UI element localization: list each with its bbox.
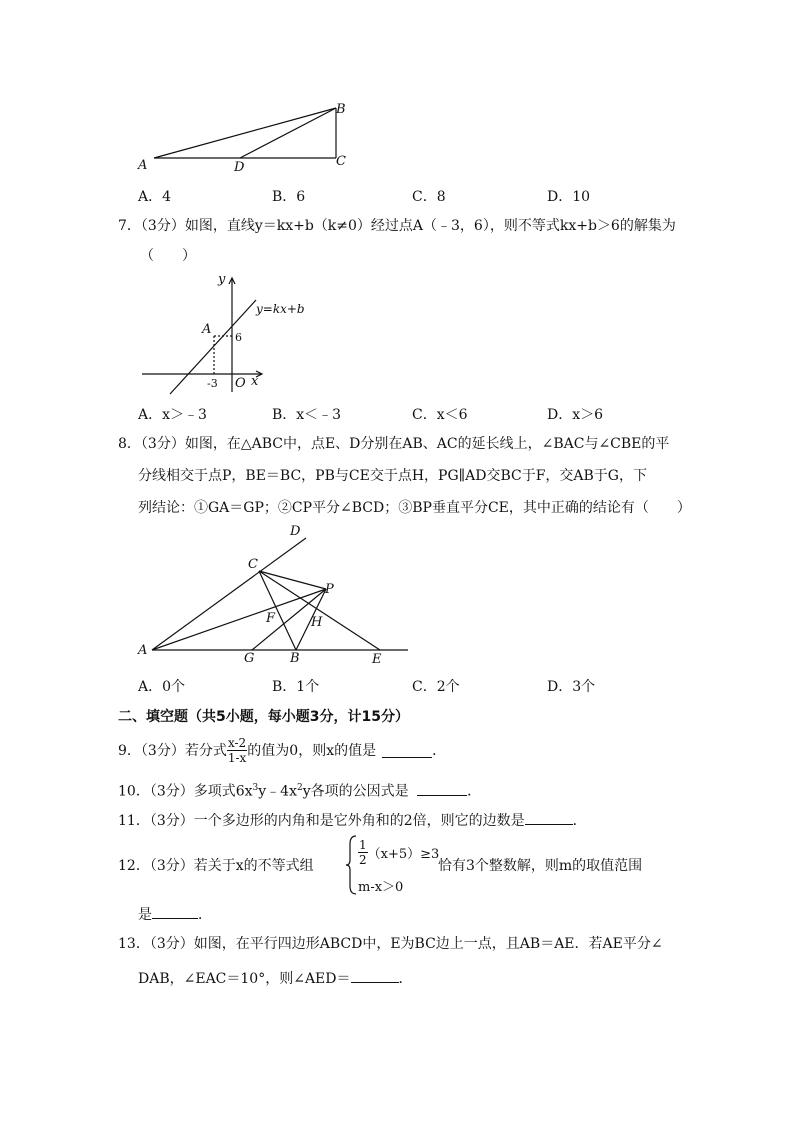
q7-line-label: y=kx+b bbox=[256, 302, 305, 316]
q8-stem-line1: 8．（3分）如图，在△ABC中，点E、D分别在AB、AC的延长线上，∠BAC与∠CBE的平 bbox=[118, 436, 670, 452]
q12-numerator: 1 bbox=[359, 838, 367, 852]
q12-denominator: 2 bbox=[359, 853, 367, 867]
q7-label-y: y bbox=[218, 272, 226, 287]
q11-answer-blank[interactable] bbox=[525, 810, 573, 825]
q12-end: ． bbox=[198, 907, 212, 923]
q8-option-a[interactable]: A．0个 bbox=[138, 679, 186, 695]
q8-label-b: B bbox=[290, 651, 300, 666]
q8-label-e: E bbox=[372, 652, 382, 667]
q11-stem bbox=[118, 810, 587, 831]
q13-stem-line1: 13．（3分）如图，在平行四边形ABCD中，E为BC边上一点，且AB＝AE．若AE平分∠ bbox=[118, 936, 663, 952]
q13-stem-line2 bbox=[138, 968, 413, 989]
q10-answer-blank[interactable] bbox=[417, 781, 467, 796]
q6-option-d[interactable]: D．10 bbox=[547, 189, 591, 205]
q12-answer-blank[interactable] bbox=[152, 904, 198, 919]
q6-label-d: D bbox=[234, 160, 245, 175]
q7-option-d[interactable]: D．x＞6 bbox=[547, 407, 604, 423]
section-fill-in-heading: 二、填空题（共5小题，每小题3分，计15分） bbox=[118, 709, 409, 725]
q10-exponent-2: 2 bbox=[296, 783, 303, 793]
q8-label-f: F bbox=[266, 611, 276, 626]
q12-suffix: 恰有3个整数解，则m的取值范围 bbox=[438, 858, 643, 874]
q12-row1-rest: （x+5）≥3 bbox=[367, 847, 440, 862]
q7-stem-line2: （ ） bbox=[140, 248, 196, 264]
q8-label-a: A bbox=[138, 643, 148, 658]
q12-fraction bbox=[358, 838, 368, 867]
q8-stem-line2: 分线相交于点P，BE＝BC，PB与CE交于点H，PG∥AD交BC于F，交AB于G，下 bbox=[138, 468, 647, 484]
q9-suffix: 的值为0，则x的值是 bbox=[247, 742, 377, 759]
q7-label-a: A bbox=[202, 322, 212, 337]
q8-option-c[interactable]: C．2个 bbox=[412, 679, 460, 695]
q11-end: ． bbox=[572, 813, 587, 829]
q9-answer-blank[interactable] bbox=[382, 743, 432, 758]
q12-prefix: 12．（3分）若关于x的不等式组 bbox=[118, 858, 314, 874]
q9-prefix: 9．（3分）若分式 bbox=[118, 742, 227, 759]
q8-label-d: D bbox=[290, 524, 301, 539]
q13-answer-blank[interactable] bbox=[351, 968, 399, 983]
q9-denominator: 1-x bbox=[227, 751, 247, 765]
q6-option-a[interactable]: A．4 bbox=[138, 189, 172, 205]
q9-stem bbox=[118, 736, 446, 765]
q8-triangle-figure bbox=[140, 520, 420, 665]
q8-label-h: H bbox=[311, 615, 323, 630]
q7-graph-figure bbox=[140, 272, 310, 400]
q10-exponent-1: 3 bbox=[252, 783, 259, 793]
q12-line2-text: 是 bbox=[138, 907, 152, 923]
q9-fraction bbox=[227, 736, 247, 765]
q12-row2: m-x＞0 bbox=[358, 880, 404, 895]
q8-option-b[interactable]: B．1个 bbox=[272, 679, 320, 695]
q13-end: ． bbox=[398, 971, 413, 987]
q7-label-neg3: -3 bbox=[207, 377, 218, 390]
q8-label-g: G bbox=[244, 651, 255, 666]
q7-option-b[interactable]: B．x＜﹣3 bbox=[272, 407, 342, 423]
q8-option-d[interactable]: D．3个 bbox=[547, 679, 596, 695]
q7-label-o: O bbox=[235, 376, 246, 391]
q10-end: ． bbox=[467, 783, 482, 800]
q7-option-a[interactable]: A．x＞﹣3 bbox=[138, 407, 207, 423]
q7-option-c[interactable]: C．x＜6 bbox=[412, 407, 468, 423]
q6-label-b: B bbox=[336, 102, 346, 117]
q6-label-a: A bbox=[138, 158, 148, 173]
q6-option-b[interactable]: B．6 bbox=[272, 189, 306, 205]
q9-end: ． bbox=[432, 742, 447, 759]
q7-stem-line1: 7．（3分）如图，直线y＝kx+b（k≠0）经过点A（﹣3，6），则不等式kx+b＞6的解集为 bbox=[118, 218, 676, 234]
q7-label-six: 6 bbox=[235, 331, 242, 344]
q6-triangle-figure bbox=[140, 100, 360, 180]
q8-label-p: P bbox=[325, 582, 334, 597]
q6-label-c: C bbox=[336, 154, 346, 169]
q10-stem bbox=[118, 778, 481, 802]
q12-row1 bbox=[358, 838, 439, 867]
q12-brace bbox=[346, 834, 358, 896]
q10-prefix: 10．（3分）多项式6x bbox=[118, 783, 253, 800]
q8-stem-line3: 列结论：①GA＝GP；②CP平分∠BCD；③BP垂直平分CE，其中正确的结论有（ ） bbox=[138, 500, 691, 516]
q10-middle-1: y﹣4x bbox=[258, 783, 297, 800]
q10-middle-2: y各项的公因式是 bbox=[302, 783, 409, 800]
q7-label-x: x bbox=[251, 374, 259, 389]
q11-text: 11．（3分）一个多边形的内角和是它外角和的2倍，则它的边数是 bbox=[118, 813, 525, 829]
q6-option-c[interactable]: C．8 bbox=[412, 189, 446, 205]
q12-line2 bbox=[138, 904, 212, 925]
q9-numerator: x-2 bbox=[227, 736, 247, 750]
q13-line2-text: DAB，∠EAC＝10°，则∠AED＝ bbox=[138, 971, 351, 987]
q12-inequality-system bbox=[346, 834, 440, 896]
q8-label-c: C bbox=[248, 557, 258, 572]
